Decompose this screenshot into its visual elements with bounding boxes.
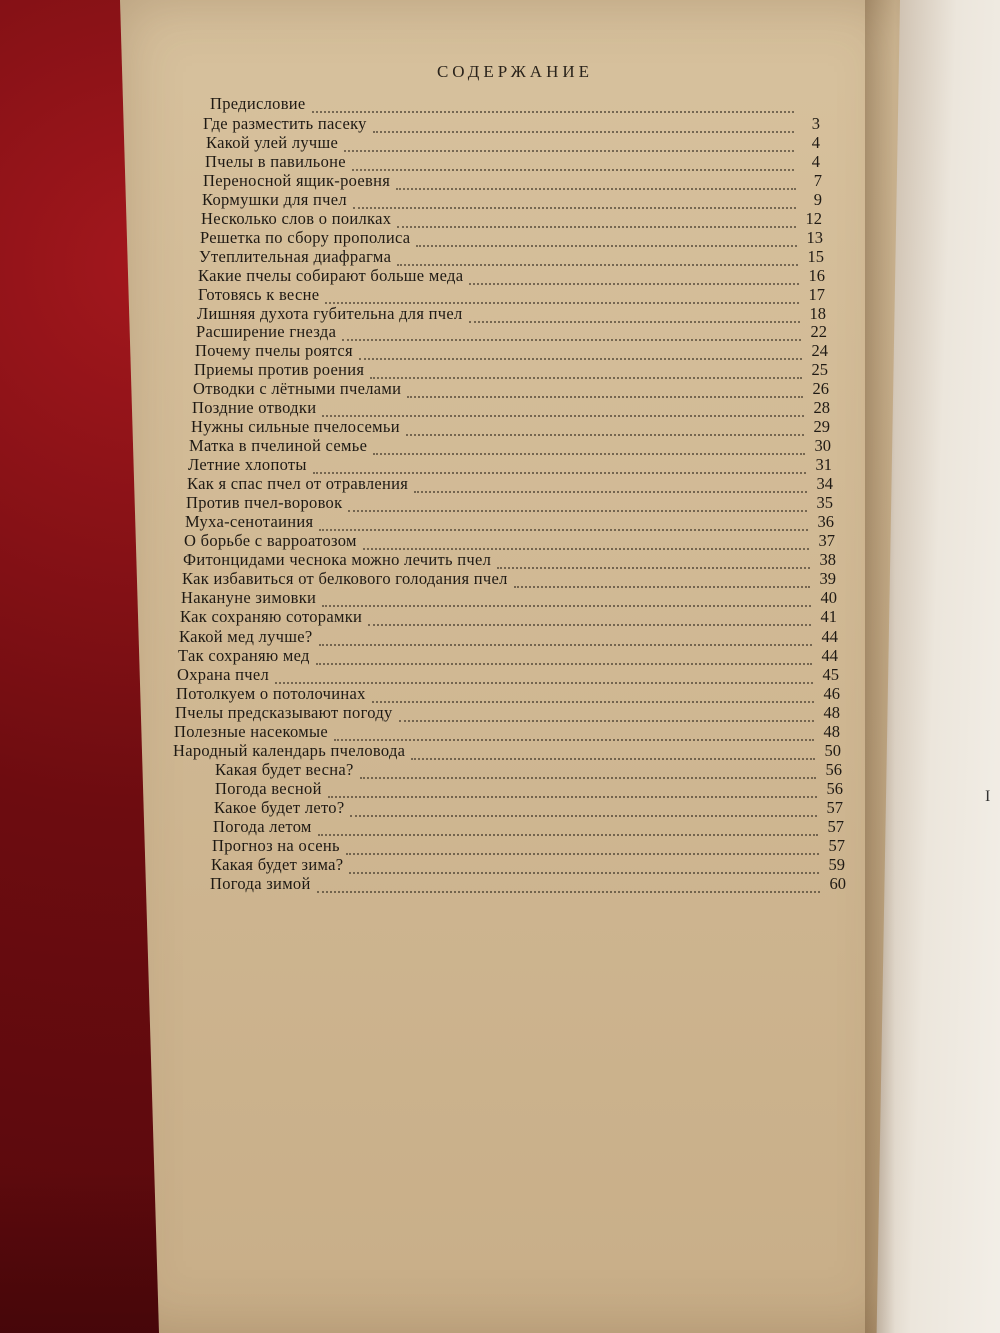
toc-entry-title: Какое будет лето? <box>214 798 345 817</box>
toc-entry-page: 13 <box>806 228 823 247</box>
toc-entry-title: Какая будет весна? <box>215 760 354 779</box>
toc-leader-dots <box>368 623 811 626</box>
toc-entry-title: Как сохраняю соторамки <box>180 607 363 626</box>
toc-entry-page: 59 <box>828 855 845 874</box>
toc-entry-title: Решетка по сбору прополиса <box>200 228 411 247</box>
toc-entry-page: 39 <box>819 569 836 588</box>
toc-entry-title: Нужны сильные пчелосемьи <box>191 417 400 436</box>
toc-entry-title: Против пчел-воровок <box>186 493 343 512</box>
toc-entry-page: 56 <box>826 779 843 798</box>
toc-entry-page: 57 <box>826 798 843 817</box>
toc-entry-title: Прогноз на осень <box>212 836 340 855</box>
toc-entry-title: Какой мед лучше? <box>179 627 313 646</box>
toc-entry-page: 35 <box>816 493 833 512</box>
toc-entry-page: 48 <box>823 703 840 722</box>
toc-entry-title: Полезные насекомые <box>174 722 328 741</box>
toc-entry-page: 38 <box>819 550 836 569</box>
toc-leader-dots <box>312 110 794 113</box>
toc-entry-page: 36 <box>817 512 834 531</box>
toc-entry-title: Как я спас пчел от отравления <box>187 474 409 493</box>
toc-entry-title: Погода летом <box>213 817 312 836</box>
toc-entry-page: 40 <box>820 588 837 607</box>
toc-entry-title: Пчелы предсказывают погоду <box>175 703 393 722</box>
toc-entry-title: Какие пчелы собирают больше меда <box>198 266 464 285</box>
toc-entry-title: Какой улей лучше <box>206 133 339 152</box>
toc-entry-title: Погода зимой <box>210 874 311 893</box>
toc-entry-page: 17 <box>808 285 825 304</box>
toc-entry-title: Народный календарь пчеловода <box>173 741 406 760</box>
toc-entry-title: Как избавиться от белкового голодания пчел <box>182 569 508 588</box>
toc-leader-dots <box>317 890 820 893</box>
toc-entry-page: 31 <box>815 455 832 474</box>
toc-entry-title: Отводки с лётными пчелами <box>193 379 402 398</box>
toc-entry-title: Где разместить пасеку <box>203 114 367 133</box>
toc-entry-page: 60 <box>829 874 846 893</box>
toc-entry-page: 9 <box>813 190 822 209</box>
toc-entry-page: 22 <box>810 322 827 341</box>
toc-entry-title: Предисловие <box>210 94 306 113</box>
toc-entry-page: 57 <box>828 836 845 855</box>
toc-entry-page: 4 <box>811 152 820 171</box>
toc-entry-title: Почему пчелы роятся <box>195 341 353 360</box>
toc-entry-title: Фитонцидами чеснока можно лечить пчел <box>183 550 492 569</box>
toc-entry-page: 48 <box>823 722 840 741</box>
toc-entry-page: 57 <box>827 817 844 836</box>
toc-entry-title: О борьбе с варроатозом <box>184 531 357 550</box>
toc-entry-title: Расширение гнезда <box>196 322 337 341</box>
toc-entry-title: Кормушки для пчел <box>202 190 347 209</box>
toc-entry-page: 29 <box>813 417 830 436</box>
toc-entry-page: 7 <box>813 171 822 190</box>
toc-title: СОДЕРЖАНИЕ <box>436 62 594 81</box>
toc-entry-title: Летние хлопоты <box>188 455 307 474</box>
toc-entry-title: Лишняя духота губительна для пчел <box>197 304 463 323</box>
toc-entry-page: 44 <box>821 627 838 646</box>
toc-entry <box>210 94 820 116</box>
toc-entry-title: Охрана пчел <box>177 665 270 684</box>
toc-entry-page: 18 <box>809 304 826 323</box>
toc-entry-title: Поздние отводки <box>192 398 317 417</box>
toc-entry-page: 12 <box>805 209 822 228</box>
toc-entry-title: Накануне зимовки <box>181 588 317 607</box>
toc-entry <box>180 607 837 629</box>
toc-entry-title: Утеплительная диафрагма <box>199 247 392 266</box>
toc-entry-page: 45 <box>822 665 839 684</box>
toc-entry-title: Матка в пчелиной семье <box>189 436 368 455</box>
toc-entry-page: 50 <box>824 741 841 760</box>
toc-entry-title: Погода весной <box>215 779 322 798</box>
toc-entry-page: 25 <box>811 360 828 379</box>
toc-entry-title: Потолкуем о потолочинах <box>176 684 366 703</box>
toc-entry-page: 15 <box>807 247 824 266</box>
facing-page-mark: I <box>985 788 991 805</box>
toc-entry-page: 24 <box>811 341 828 360</box>
toc-entry-title: Приемы против роения <box>194 360 365 379</box>
toc-entry <box>210 874 846 896</box>
toc-entry-page: 30 <box>814 436 831 455</box>
toc-entry-page: 41 <box>820 607 837 626</box>
toc-entry-title: Готовясь к весне <box>198 285 320 304</box>
toc-entry-page: 46 <box>823 684 840 703</box>
toc-entry-page: 34 <box>816 474 833 493</box>
toc-entry-page: 44 <box>821 646 838 665</box>
toc-entry-page: 56 <box>825 760 842 779</box>
toc-entry-title: Переносной ящик-роевня <box>203 171 391 190</box>
toc-entry-page: 37 <box>818 531 835 550</box>
toc-entry-page: 16 <box>808 266 825 285</box>
toc-entry-page: 26 <box>812 379 829 398</box>
toc-entry-title: Пчелы в павильоне <box>205 152 346 171</box>
toc-entry-title: Какая будет зима? <box>211 855 344 874</box>
toc-entry-page: 4 <box>811 133 820 152</box>
toc-entry-page: 3 <box>811 114 820 133</box>
toc-entry-title: Так сохраняю мед <box>178 646 310 665</box>
toc-entry-page: 28 <box>813 398 830 417</box>
toc-entry-title: Несколько слов о поилках <box>201 209 392 228</box>
toc-entry-title: Муха-сенотаиния <box>185 512 314 531</box>
